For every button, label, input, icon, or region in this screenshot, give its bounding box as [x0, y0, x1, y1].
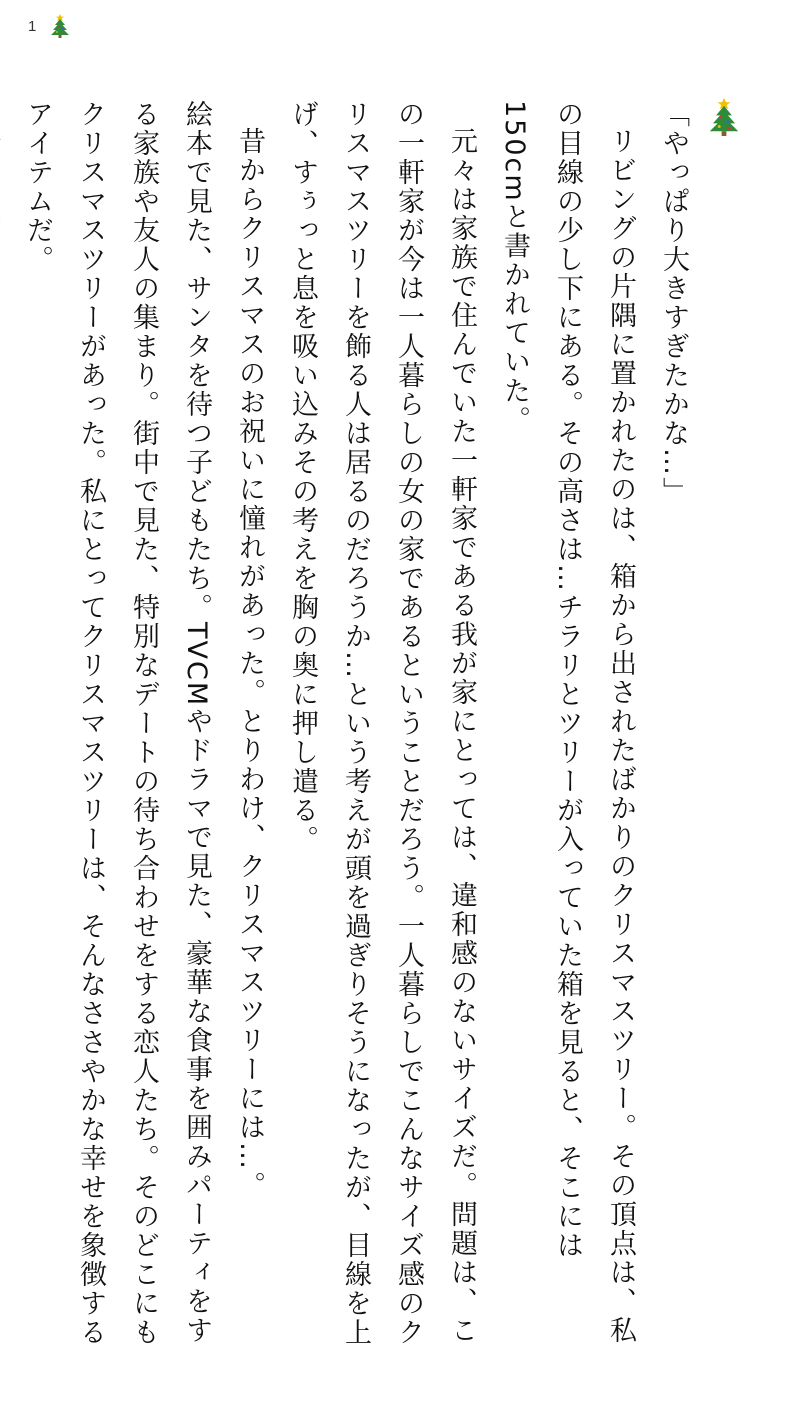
christmas-tree-icon [708, 98, 740, 136]
story-paragraph: 元々は家族で住んでいた一軒家である我が家にとっては、違和感のないサイズだ。問題は、この一軒家が今は一人暮らしの女の家であるということだろう。一人暮らしでこんなサイズ感のクリスマスツリーを飾る人は居るのだろうか…という考えが頭を過ぎりそうになったが、目線を上げ、すぅっと息を吸い込みその考えを胸の奥に押し遣る。 [287, 100, 477, 1347]
story-paragraph: リビングの片隅に置かれたのは、箱から出されたばかりのクリスマスツリー。その頂点は、私の目線の少し下にある。その高さは…チラリとツリーが入っていた箱を見ると、そこには150cmと書かれていた。 [499, 100, 636, 1345]
story-paragraph: 昔からクリスマスのお祝いに憧れがあった。とりわけ、クリスマスツリーには…。 [234, 127, 265, 1200]
page-header [28, 14, 70, 38]
story-paragraph [0, 100, 11, 1350]
story-paragraph: 絵本で見た、サンタを待つ子どもたち。TVCMやドラマで見た、豪華な食事を囲みパーティをする家族や友人の集まり。街中で見た、特別なデートの待ち合わせをする恋人たち。そのどこにもクリスマスツリーがあった。私にとってクリスマスツリーは、そんなささやかな幸せを象徴するアイテムだ。 [22, 100, 212, 1347]
dialogue-line: 「やっぱり大きすぎたかな…」 [658, 100, 689, 506]
story-text [0, 100, 700, 1350]
page-number: 1 [28, 17, 37, 35]
christmas-tree-icon [50, 14, 70, 38]
story-body [22, 100, 700, 1350]
